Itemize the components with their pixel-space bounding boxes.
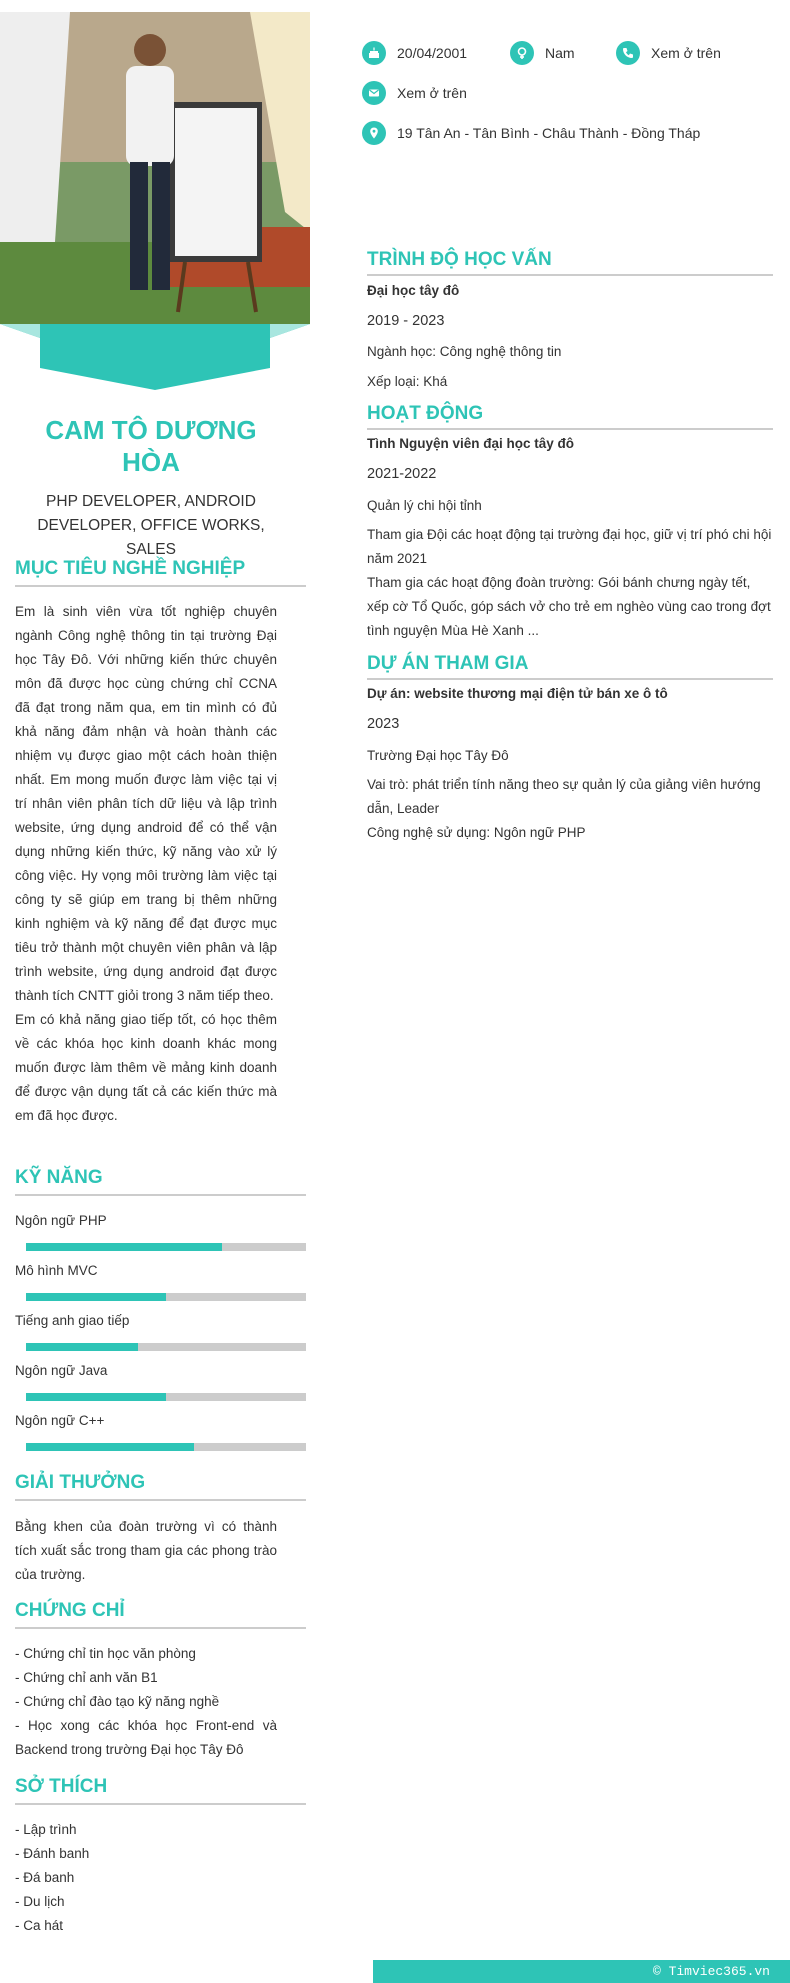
project-description: [367, 773, 773, 845]
skill-item: [15, 1211, 306, 1251]
skill-label: Ngôn ngữ C++: [15, 1413, 105, 1428]
skill-label: Ngôn ngữ PHP: [15, 1213, 107, 1228]
hobby-item: - Lập trình: [15, 1822, 77, 1837]
project-title: Dự án: website thương mại điện tử bán xe ô tô: [367, 686, 668, 701]
email-icon: [362, 81, 386, 105]
certificate-item: - Chứng chỉ tin học văn phòng: [15, 1646, 196, 1661]
awards-heading: GIẢI THƯỞNG: [15, 1471, 306, 1501]
job-title: PHP DEVELOPER, ANDROID DEVELOPER, OFFICE WORKS, SALES: [37, 493, 265, 558]
candidate-name-line1: CAM TÔ DƯƠNG: [45, 415, 257, 445]
hobbies-list: [15, 1818, 277, 1938]
education-heading: TRÌNH ĐỘ HỌC VẤN: [367, 248, 773, 276]
skill-bar-fill: [26, 1243, 222, 1251]
email-value: Xem ở trên: [397, 85, 467, 101]
gender-icon: [510, 41, 534, 65]
cake-icon: [362, 41, 386, 65]
skills-heading: KỸ NĂNG: [15, 1166, 306, 1196]
skill-bar: [26, 1443, 306, 1451]
objective-heading: MỤC TIÊU NGHỀ NGHIỆP: [15, 557, 306, 587]
skill-item: [15, 1311, 306, 1351]
hobby-item: - Đánh banh: [15, 1846, 90, 1861]
profile-photo: [0, 12, 310, 324]
contact-address: [362, 121, 700, 145]
project-organization: Trường Đại học Tây Đô: [367, 748, 509, 763]
activities-title: Tình Nguyện viên đại học tây đô: [367, 436, 575, 451]
address-value: 19 Tân An - Tân Bình - Châu Thành - Đồng Tháp: [397, 125, 701, 141]
project-year: 2023: [367, 716, 400, 732]
hobby-item: - Du lịch: [15, 1894, 65, 1909]
skill-bar-fill: [26, 1443, 194, 1451]
contact-birthday: [362, 41, 467, 65]
contact-email: [362, 81, 467, 105]
hobby-item: - Đá banh: [15, 1870, 75, 1885]
hobby-item: - Ca hát: [15, 1918, 64, 1933]
contact-gender: [510, 41, 575, 65]
certificates-list: [15, 1642, 277, 1762]
skill-item: [15, 1261, 306, 1301]
education-major: Ngành học: Công nghệ thông tin: [367, 344, 562, 359]
left-column: [0, 0, 310, 1983]
education-grade: Xếp loại: Khá: [367, 374, 448, 389]
birthday-value: 20/04/2001: [397, 45, 468, 61]
skill-bar: [26, 1243, 306, 1251]
map-pin-icon: [362, 121, 386, 145]
photo-banner: [0, 324, 310, 390]
objective-paragraph-2: Em có khả năng giao tiếp tốt, có học thêm về các khóa học kinh doanh khác mong muốn được làm thêm về mảng kinh doanh để được vận dụng tất cả các kiến thức mà em đã học được.: [15, 1012, 277, 1123]
project-role: Vai trò: phát triển tính năng theo sự quản lý của giảng viên hướng dẫn, Leader: [367, 777, 761, 816]
skill-label: Tiếng anh giao tiếp: [15, 1313, 130, 1328]
activities-desc-2: Tham gia các hoạt động đoàn trường: Gói bánh chưng ngày tết, xếp cờ Tổ Quốc, góp sách vở cho trẻ em nghèo vùng cao trong đợt tình nguyện Mùa Hè Xanh ...: [367, 575, 771, 638]
objective-text: [15, 600, 277, 1128]
phone-value: Xem ở trên: [651, 45, 721, 61]
gender-value: Nam: [545, 45, 575, 61]
objective-paragraph-1: Em là sinh viên vừa tốt nghiệp chuyên ngành Công nghệ thông tin tại trường Đại học Tây Đô. Với những kiến thức chuyên môn đã được học cùng chứng chỉ CCNA đã đạt trong năm qua, em tin mình có đủ khả năng đảm nhận và hoàn thành các nhiệm vụ được giao một cách hoàn thiện nhất. Em mong muốn được làm việc tại vị trí nhân viên phân tích dữ liệu và lập trình website, ứng dụng android để có thể vận dụng những kiến thức, kỹ năng vào xử lý công việc. Hy vọng môi trường làm việc tại công ty sẽ giúp em trang bị thêm những kinh nghiệm và kỹ năng để đạt được mục tiêu trở thành một chuyên viên phân và lập trình website, ứng dụng android đạt được thành tích CNTT giỏi trong 3 năm tiếp theo.: [15, 604, 277, 1003]
activities-years: 2021-2022: [367, 466, 437, 482]
skill-item: [15, 1411, 306, 1451]
skill-bar: [26, 1393, 306, 1401]
activities-role: Quản lý chi hội tỉnh: [367, 498, 482, 513]
activities-desc-1: Tham gia Đội các hoạt động tại trường đại học, giữ vị trí phó chi hội năm 2021: [367, 527, 772, 566]
skill-bar-fill: [26, 1393, 166, 1401]
awards-text: Bằng khen của đoàn trường vì có thành tích xuất sắc trong tham gia các phong trào của trường.: [15, 1519, 277, 1582]
contact-phone: [616, 41, 721, 65]
certificates-heading: CHỨNG CHỈ: [15, 1599, 306, 1629]
certificate-item: - Học xong các khóa học Front-end và Backend trong trường Đại học Tây Đô: [15, 1718, 277, 1757]
projects-heading: DỰ ÁN THAM GIA: [367, 652, 773, 680]
footer-brand[interactable]: © Timviec365.vn: [373, 1960, 790, 1983]
hobbies-heading: SỞ THÍCH: [15, 1775, 306, 1805]
skill-item: [15, 1361, 306, 1401]
candidate-name: [40, 414, 262, 478]
education-school: Đại học tây đô: [367, 283, 460, 298]
skill-bar: [26, 1343, 306, 1351]
activities-description: [367, 523, 773, 643]
skill-bar-fill: [26, 1293, 166, 1301]
certificate-item: - Chứng chỉ anh văn B1: [15, 1670, 158, 1685]
education-years: 2019 - 2023: [367, 313, 445, 329]
certificate-item: - Chứng chỉ đào tạo kỹ năng nghề: [15, 1694, 220, 1709]
project-tech: Công nghệ sử dụng: Ngôn ngữ PHP: [367, 825, 586, 840]
skill-bar-fill: [26, 1343, 138, 1351]
phone-icon: [616, 41, 640, 65]
candidate-name-line2: HÒA: [122, 447, 180, 477]
activities-heading: HOẠT ĐỘNG: [367, 402, 773, 430]
skill-label: Mô hình MVC: [15, 1263, 98, 1278]
skill-label: Ngôn ngữ Java: [15, 1363, 108, 1378]
skill-bar: [26, 1293, 306, 1301]
